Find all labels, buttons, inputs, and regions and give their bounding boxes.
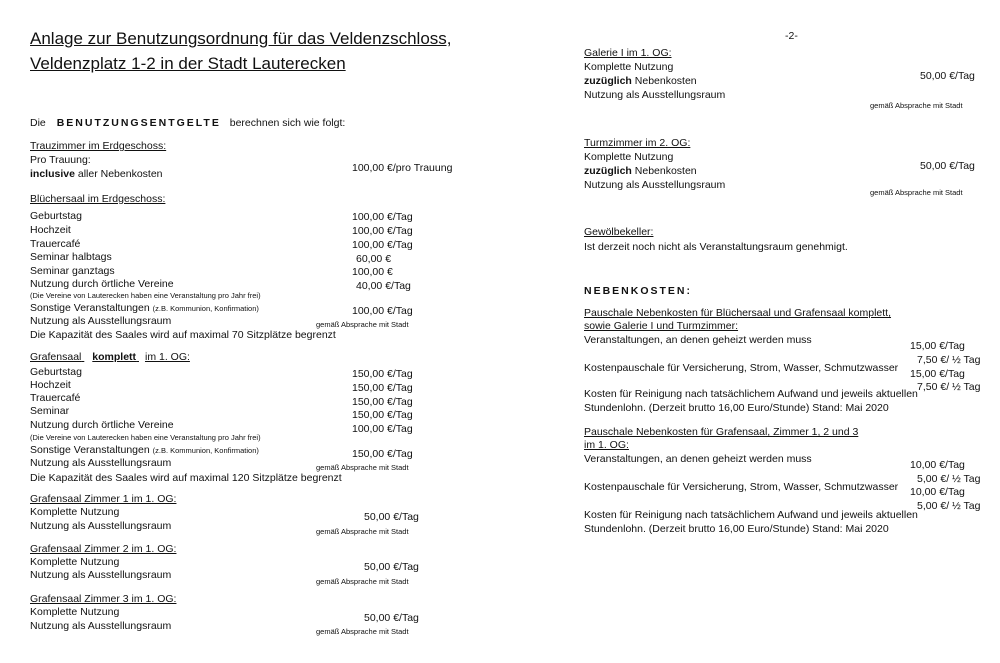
intro-die: Die <box>30 117 46 129</box>
sonstige-label: Sonstige Veranstaltungen <box>30 302 150 314</box>
title-line-2: Veldenzplatz 1-2 in der Stadt Lauterecken <box>30 54 346 73</box>
intro-keyword: BENUTZUNGSENTGELTE <box>56 117 221 129</box>
pauschale1-kosten: Kostenpauschale für Versicherung, Strom, Wasser, Schmutzwasser <box>584 362 899 374</box>
grafensaal-sonstige-price: 150,00 €/Tag <box>352 448 413 460</box>
bluechersaal-sonstige-price: 100,00 €/Tag <box>352 305 413 317</box>
bluechersaal-ausstellung: Nutzung als Ausstellungsraum <box>30 315 172 327</box>
grafensaal-sonstige <box>30 444 259 457</box>
galerie-label3: Nutzung als Ausstellungsraum <box>584 89 726 101</box>
zimmer1-label1: Komplette Nutzung <box>30 506 120 518</box>
pauschale1-p2: 7,50 €/ ½ Tag <box>917 354 981 366</box>
zimmer2-price2: gemäß Absprache mit Stadt <box>316 577 409 586</box>
galerie-price1: 50,00 €/Tag <box>920 70 975 82</box>
bluechersaal-heading: Blüchersaal im Erdgeschoss: <box>30 193 166 205</box>
grafensaal-row-price: 100,00 €/Tag <box>352 423 413 435</box>
pauschale2-kosten: Kostenpauschale für Versicherung, Strom, Wasser, Schmutzwasser <box>584 481 899 493</box>
pauschale1-veranst: Veranstaltungen, an denen geheizt werden muss <box>584 334 812 346</box>
nebenkosten-heading: NEBENKOSTEN: <box>584 285 693 297</box>
grafensaal-heading-c: im 1. OG: <box>144 351 190 363</box>
zimmer3-label2: Nutzung als Ausstellungsraum <box>30 620 172 632</box>
bluechersaal-row-price: 100,00 €/Tag <box>352 225 413 237</box>
grafensaal-heading-b: komplett <box>92 351 137 363</box>
inclusive-rest: aller Nebenkosten <box>77 168 163 180</box>
turmzimmer-heading: Turmzimmer im 2. OG: <box>584 137 691 149</box>
trauzimmer-label: Pro Trauung: <box>30 154 91 166</box>
zimmer3-price2: gemäß Absprache mit Stadt <box>316 627 409 636</box>
grafensaal-row-price: 150,00 €/Tag <box>352 382 413 394</box>
pauschale1-heading2: sowie Galerie I und Turmzimmer: <box>584 320 739 332</box>
galerie-price3: gemäß Absprache mit Stadt <box>870 101 963 110</box>
pauschale2-p4: 5,00 €/ ½ Tag <box>917 500 981 512</box>
gewoelbekeller-heading: Gewölbekeller: <box>584 226 654 238</box>
grafensaal-heading-a: Grafensaal <box>30 351 82 363</box>
zimmer3-label1: Komplette Nutzung <box>30 606 120 618</box>
title-line-1: Anlage zur Benutzungsordnung für das Veldenzschloss, <box>30 29 452 48</box>
pauschale1-p3: 15,00 €/Tag <box>910 368 965 380</box>
bluechersaal-row-label: Geburtstag <box>30 210 82 222</box>
zimmer2-label1: Komplette Nutzung <box>30 556 120 568</box>
gewoelbekeller-text: Ist derzeit noch nicht als Veranstaltungsraum genehmigt. <box>584 241 848 253</box>
bluechersaal-ausstellung-price: gemäß Absprache mit Stadt <box>316 320 409 329</box>
zimmer2-price1: 50,00 €/Tag <box>364 561 419 573</box>
pauschale1-heading1: Pauschale Nebenkosten für Blüchersaal und Grafensaal komplett, <box>584 307 892 319</box>
inclusive-bold: inclusive <box>30 168 75 180</box>
grafensaal-vereine-note: (Die Vereine von Lauterecken haben eine Veranstaltung pro Jahr frei) <box>30 433 261 442</box>
pauschale2-p2: 5,00 €/ ½ Tag <box>917 473 981 485</box>
turmzimmer-label3: Nutzung als Ausstellungsraum <box>584 179 726 191</box>
zuzueglich-bold: zuzüglich <box>584 75 632 87</box>
bluechersaal-row-price: 40,00 €/Tag <box>356 280 411 292</box>
bluechersaal-row-price: 60,00 € <box>356 253 392 265</box>
grafensaal-row-label: Hochzeit <box>30 379 71 391</box>
zimmer3-heading: Grafensaal Zimmer 3 im 1. OG: <box>30 593 177 605</box>
grafensaal-row-price: 150,00 €/Tag <box>352 409 413 421</box>
zuzueglich-bold: zuzüglich <box>584 165 632 177</box>
bluechersaal-row-label: Trauercafé <box>30 238 81 250</box>
bluechersaal-row-label: Seminar ganztags <box>30 265 115 277</box>
galerie-zuzueglich <box>584 75 697 88</box>
zimmer1-price2: gemäß Absprache mit Stadt <box>316 527 409 536</box>
grafensaal-row-price: 150,00 €/Tag <box>352 396 413 408</box>
bluechersaal-capacity: Die Kapazität des Saales wird auf maximal 70 Sitzplätze begrenzt <box>30 329 336 341</box>
trauzimmer-inclusive <box>30 168 163 181</box>
sonstige-note: (z.B. Kommunion, Konfirmation) <box>152 304 259 313</box>
trauzimmer-price: 100,00 €/pro Trauung <box>352 162 453 174</box>
grafensaal-row-label: Trauercafé <box>30 392 81 404</box>
zimmer3-price1: 50,00 €/Tag <box>364 612 419 624</box>
intro-line <box>30 117 345 130</box>
nebenkosten-text: Nebenkosten <box>634 75 697 87</box>
turmzimmer-label1: Komplette Nutzung <box>584 151 674 163</box>
bluechersaal-vereine-note: (Die Vereine von Lauterecken haben eine Veranstaltung pro Jahr frei) <box>30 291 261 300</box>
zimmer2-heading: Grafensaal Zimmer 2 im 1. OG: <box>30 543 177 555</box>
bluechersaal-row-label: Hochzeit <box>30 224 71 236</box>
bluechersaal-row-price: 100,00 €/Tag <box>352 211 413 223</box>
zimmer1-price1: 50,00 €/Tag <box>364 511 419 523</box>
grafensaal-ausstellung-price: gemäß Absprache mit Stadt <box>316 463 409 472</box>
pauschale2-reinigung1: Kosten für Reinigung nach tatsächlichem Aufwand und jeweils aktuellen <box>584 509 918 521</box>
pauschale1-p4: 7,50 €/ ½ Tag <box>917 381 981 393</box>
bluechersaal-row-label: Seminar halbtags <box>30 251 112 263</box>
turmzimmer-price1: 50,00 €/Tag <box>920 160 975 172</box>
nebenkosten-text: Nebenkosten <box>634 165 697 177</box>
bluechersaal-row-price: 100,00 €/Tag <box>352 239 413 251</box>
pauschale2-p1: 10,00 €/Tag <box>910 459 965 471</box>
pauschale2-heading1: Pauschale Nebenkosten für Grafensaal, Zimmer 1, 2 und 3 <box>584 426 859 438</box>
bluechersaal-row-price: 100,00 € <box>352 266 393 278</box>
bluechersaal-sonstige <box>30 302 259 315</box>
pauschale2-heading2: im 1. OG: <box>584 439 629 451</box>
intro-rest: berechnen sich wie folgt: <box>229 117 346 129</box>
sonstige-label: Sonstige Veranstaltungen <box>30 444 150 456</box>
galerie-label1: Komplette Nutzung <box>584 61 674 73</box>
pauschale2-veranst: Veranstaltungen, an denen geheizt werden muss <box>584 453 812 465</box>
pauschale1-p1: 15,00 €/Tag <box>910 340 965 352</box>
pauschale1-reinigung1: Kosten für Reinigung nach tatsächlichem Aufwand und jeweils aktuellen <box>584 388 918 400</box>
grafensaal-capacity: Die Kapazität des Saales wird auf maximal 120 Sitzplätze begrenzt <box>30 472 342 484</box>
grafensaal-row-label: Seminar <box>30 405 70 417</box>
zimmer1-label2: Nutzung als Ausstellungsraum <box>30 520 172 532</box>
turmzimmer-price3: gemäß Absprache mit Stadt <box>870 188 963 197</box>
grafensaal-row-price: 150,00 €/Tag <box>352 368 413 380</box>
grafensaal-ausstellung: Nutzung als Ausstellungsraum <box>30 457 172 469</box>
zimmer1-heading: Grafensaal Zimmer 1 im 1. OG: <box>30 493 177 505</box>
grafensaal-heading <box>30 351 190 364</box>
sonstige-note: (z.B. Kommunion, Konfirmation) <box>152 446 259 455</box>
grafensaal-row-label: Geburtstag <box>30 366 82 378</box>
zimmer2-label2: Nutzung als Ausstellungsraum <box>30 569 172 581</box>
pauschale2-p3: 10,00 €/Tag <box>910 486 965 498</box>
galerie-heading: Galerie I im 1. OG: <box>584 47 672 59</box>
grafensaal-row-label: Nutzung durch örtliche Vereine <box>30 419 174 431</box>
page-number: -2- <box>785 30 798 42</box>
pauschale1-reinigung2: Stundenlohn. (Derzeit brutto 16,00 Euro/Stunde) Stand: Mai 2020 <box>584 402 889 414</box>
trauzimmer-heading: Trauzimmer im Erdgeschoss: <box>30 140 167 152</box>
pauschale2-reinigung2: Stundenlohn. (Derzeit brutto 16,00 Euro/Stunde) Stand: Mai 2020 <box>584 523 889 535</box>
bluechersaal-row-label: Nutzung durch örtliche Vereine <box>30 278 174 290</box>
turmzimmer-zuzueglich <box>584 165 697 178</box>
